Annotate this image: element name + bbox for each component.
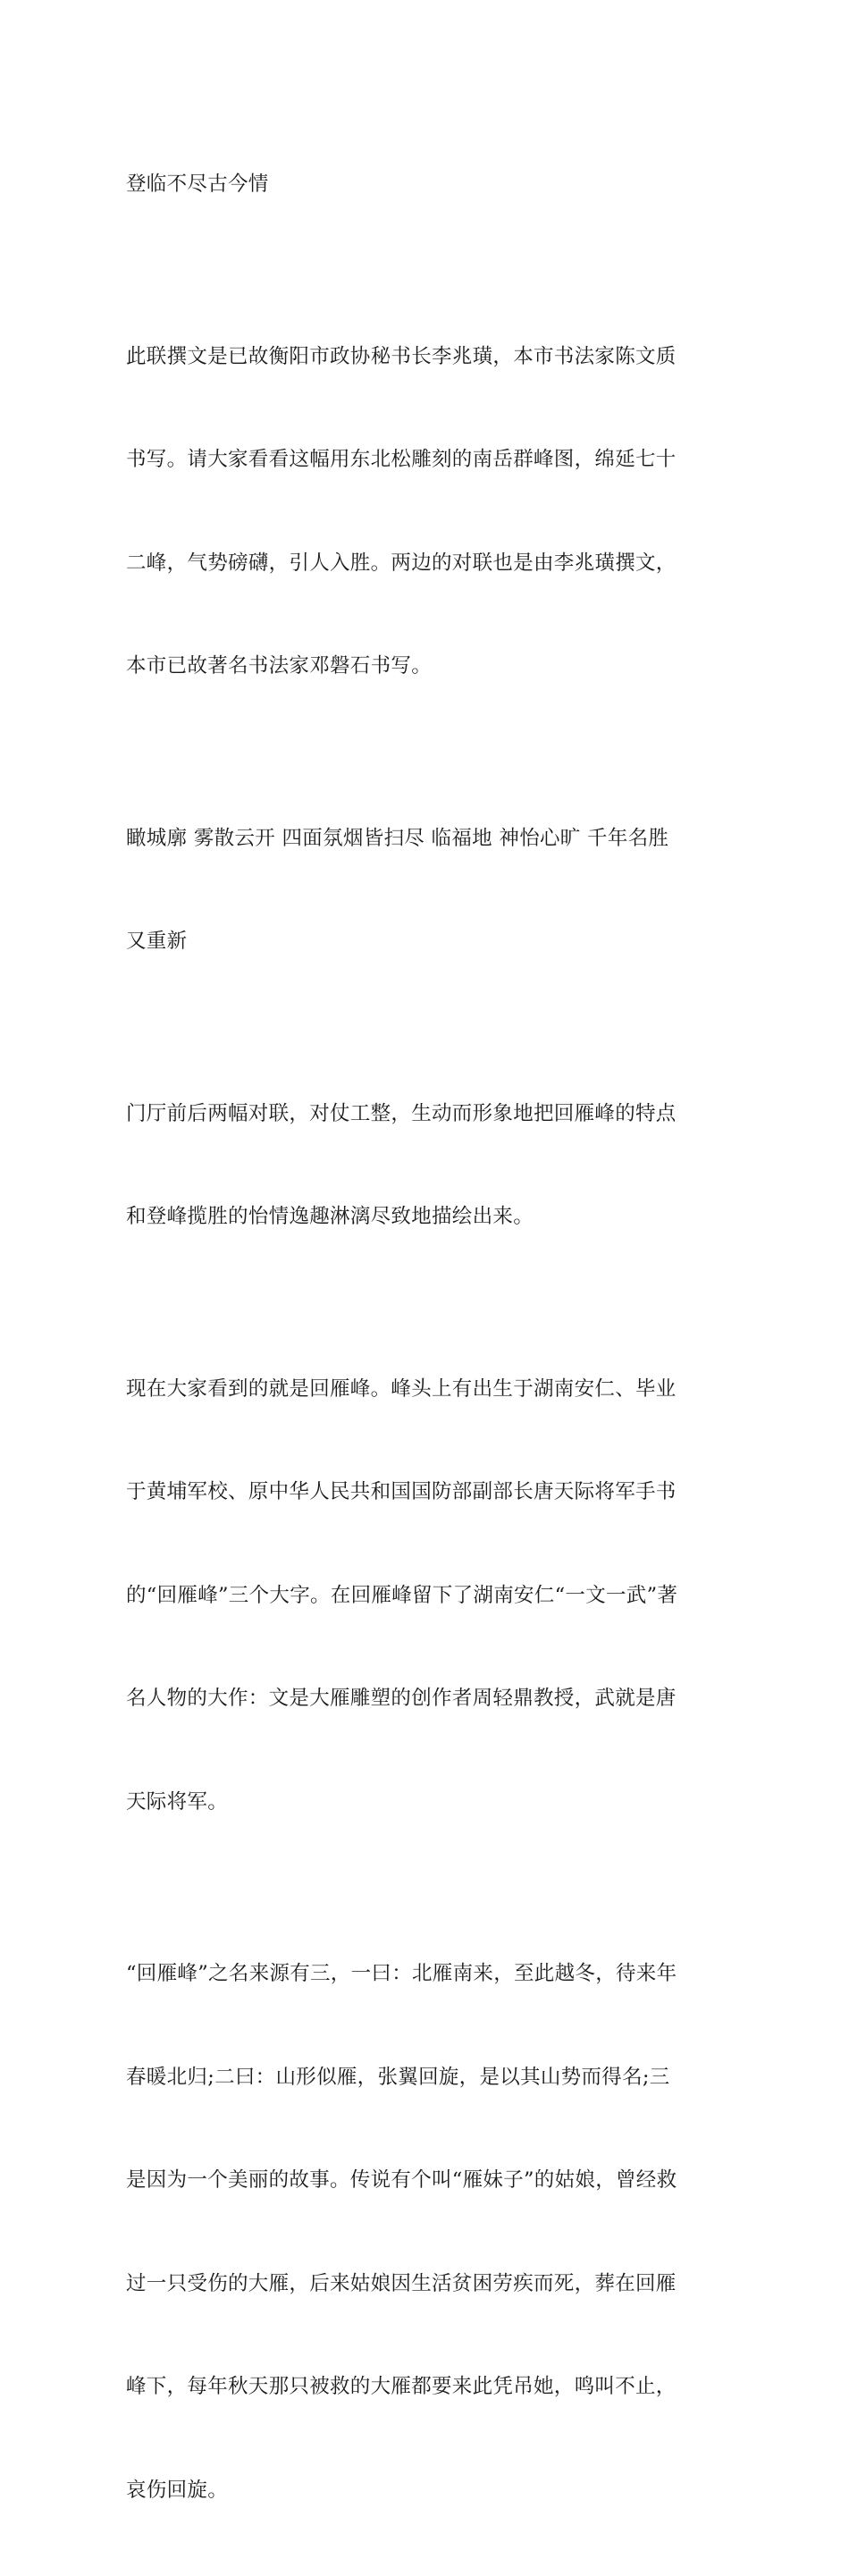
text-line: 名人物的大作：文是大雁雕塑的创作者周轻鼎教授，武就是唐 <box>126 1687 677 1710</box>
paragraph-couplet-comment <box>126 1028 727 1303</box>
text-line: 现在大家看到的就是回雁峰。峰头上有出生于湖南安仁、毕业 <box>126 1376 677 1401</box>
text-line: 本市已故著名书法家邓磐石书写。 <box>126 654 433 678</box>
text-line: 哀伤回旋。 <box>126 2478 229 2502</box>
text-line: “回雁峰”之名来源有三，一曰：北雁南来，至此越冬，待来年 <box>126 1962 677 1985</box>
paragraph-huiyan-peak <box>126 1303 727 1889</box>
text-line: 于黄埔军校、原中华人民共和国国防部副部长唐天际将军手书 <box>126 1480 677 1503</box>
paragraph-title <box>126 98 727 271</box>
text-line: 书写。请大家看看这幅用东北松雕刻的南岳群峰图，绵延七十 <box>126 448 677 471</box>
text-line: 峰下，每年秋天那只被救的大雁都要来此凭吊她，鸣叫不止， <box>126 2375 677 2398</box>
text-line: 登临不尽古今情 <box>126 173 269 196</box>
text-line: 天际将军。 <box>126 1789 229 1814</box>
text-line: 瞰城廓 雾散云开 四面氛烟皆扫尽 临福地 神怡心旷 千年名胜 <box>126 826 669 850</box>
paragraph-couplet-author <box>126 271 727 753</box>
text-line: 二峰，气势磅礴，引人入胜。两边的对联也是由李兆璜撰文， <box>126 551 677 575</box>
text-line: 和登峰揽胜的怡情逸趣淋漓尽致地描绘出来。 <box>126 1205 534 1228</box>
paragraph-couplet-text <box>126 753 727 1028</box>
document-page <box>126 98 727 2576</box>
text-line: 的“回雁峰”三个大字。在回雁峰留下了湖南安仁“一文一武”著 <box>126 1583 678 1607</box>
paragraph-name-origin <box>126 1888 727 2576</box>
text-line: 门厅前后两幅对联，对仗工整，生动而形象地把回雁峰的特点 <box>126 1101 677 1125</box>
text-line: 过一只受伤的大雁，后来姑娘因生活贫困劳疾而死，葬在回雁 <box>126 2271 677 2295</box>
text-line: 此联撰文是已故衡阳市政协秘书长李兆璜，本市书法家陈文质 <box>126 344 677 368</box>
text-line: 又重新 <box>126 930 188 953</box>
text-line: 是因为一个美丽的故事。传说有个叫“雁妹子”的姑娘，曾经救 <box>126 2168 677 2192</box>
text-line: 春暖北归;二曰：山形似雁，张翼回旋，是以其山势而得名;三 <box>126 2065 670 2089</box>
